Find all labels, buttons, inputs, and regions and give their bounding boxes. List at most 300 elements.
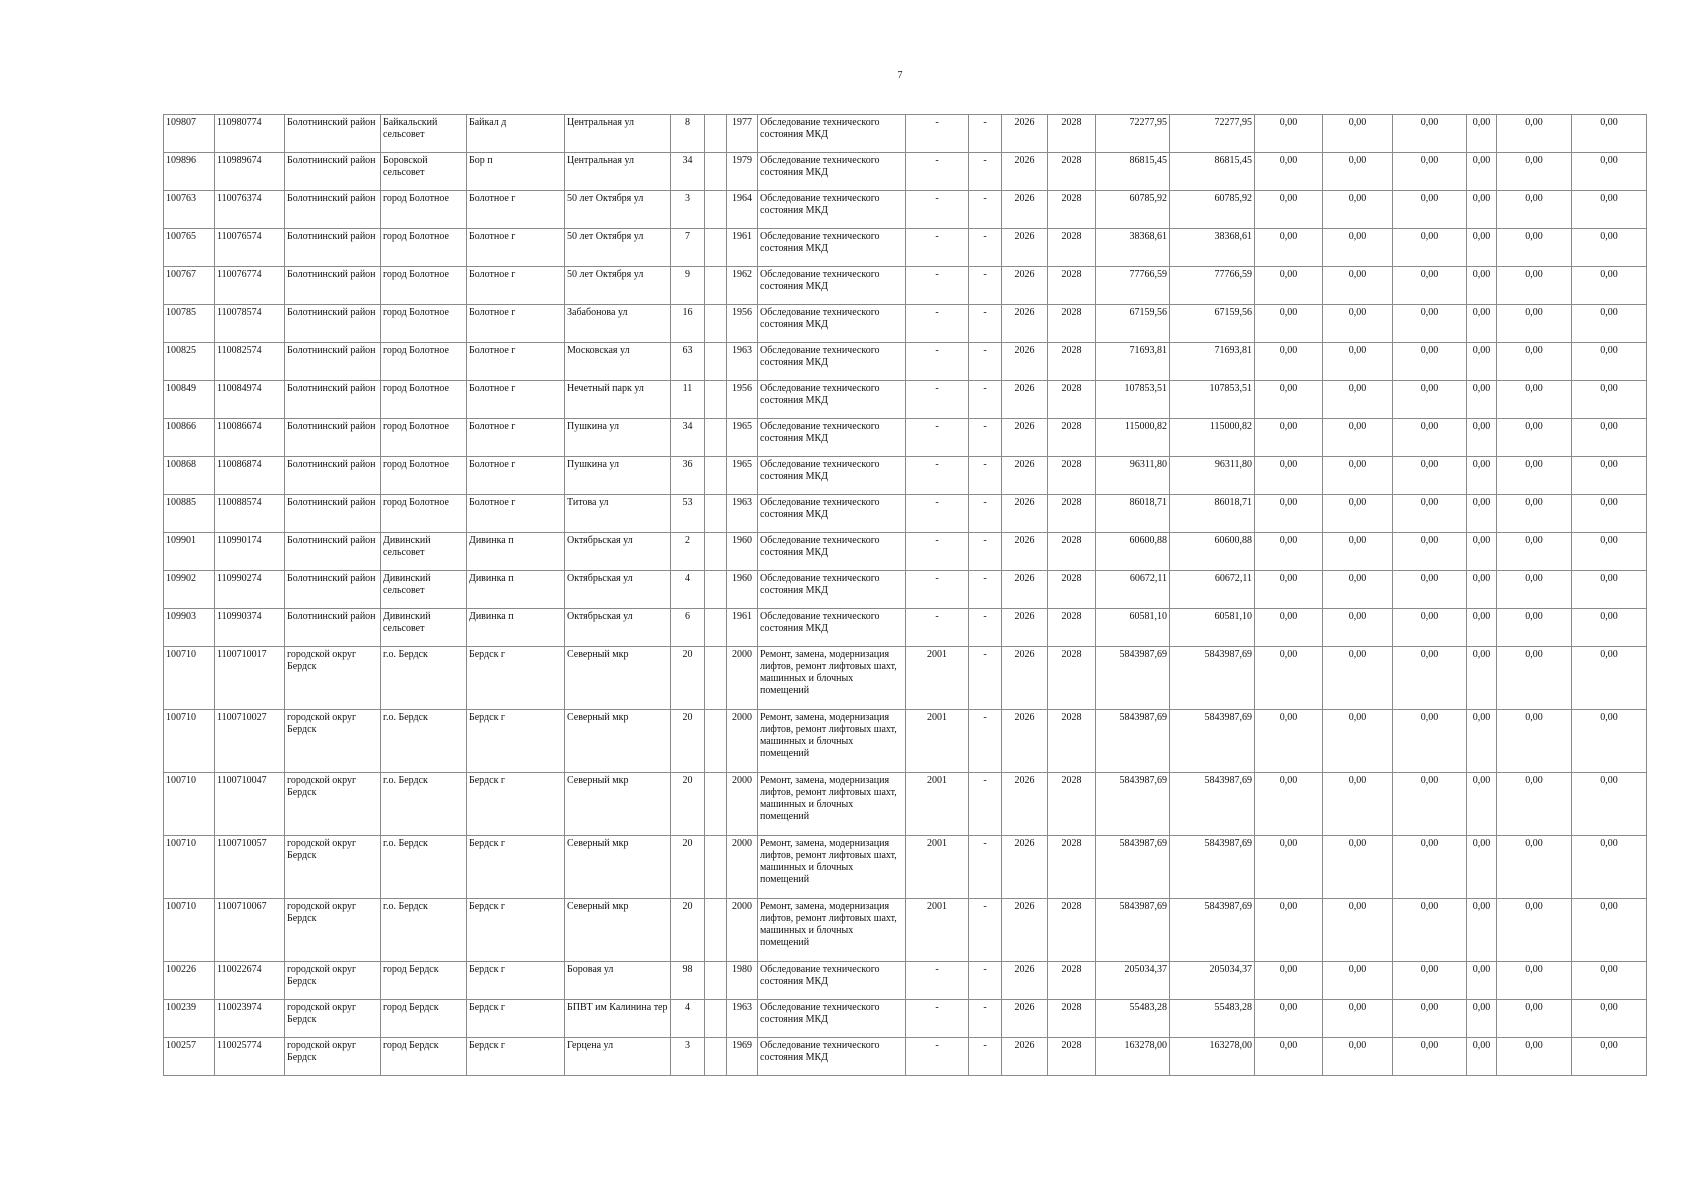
cell-v3: 0,00: [1393, 191, 1467, 229]
cell-v1: 0,00: [1255, 305, 1323, 343]
cell-sum1: 205034,37: [1170, 962, 1255, 1000]
cell-code: 110076774: [215, 267, 285, 305]
cell-settlement: Дивинский сельсовет: [381, 533, 467, 571]
cell-house: 9: [671, 267, 705, 305]
cell-c1: -: [906, 267, 969, 305]
cell-y-to: 2028: [1048, 229, 1096, 267]
cell-work: Обследование технического состояния МКД: [758, 419, 906, 457]
cell-settlement: г.о. Бердск: [381, 710, 467, 773]
cell-block: [705, 647, 727, 710]
cell-y-to: 2028: [1048, 962, 1096, 1000]
cell-sum1: 5843987,69: [1170, 836, 1255, 899]
cell-district: Болотнинский район: [285, 533, 381, 571]
cell-v2: 0,00: [1323, 533, 1393, 571]
cell-street: Забабонова ул: [565, 305, 671, 343]
cell-block: [705, 1038, 727, 1076]
cell-c1: -: [906, 495, 969, 533]
table-row: [164, 229, 1647, 267]
cell-code: 110022674: [215, 962, 285, 1000]
cell-y-from: 2026: [1002, 710, 1048, 773]
table-row: [164, 962, 1647, 1000]
cell-total: 5843987,69: [1096, 773, 1170, 836]
cell-block: [705, 267, 727, 305]
cell-c2: -: [969, 191, 1002, 229]
cell-house: 7: [671, 229, 705, 267]
cell-total: 67159,56: [1096, 305, 1170, 343]
cell-c1: -: [906, 533, 969, 571]
cell-v1: 0,00: [1255, 962, 1323, 1000]
cell-house: 4: [671, 571, 705, 609]
cell-locality: Дивинка п: [467, 533, 565, 571]
cell-y-to: 2028: [1048, 191, 1096, 229]
cell-v6: 0,00: [1572, 229, 1647, 267]
cell-v5: 0,00: [1497, 710, 1572, 773]
cell-house: 16: [671, 305, 705, 343]
table-row: [164, 343, 1647, 381]
cell-y-from: 2026: [1002, 647, 1048, 710]
cell-y-from: 2026: [1002, 836, 1048, 899]
cell-work: Ремонт, замена, модернизация лифтов, ремонт лифтовых шахт, машинных и блочных помещений: [758, 899, 906, 962]
cell-v5: 0,00: [1497, 267, 1572, 305]
cell-sum1: 86018,71: [1170, 495, 1255, 533]
cell-y-to: 2028: [1048, 419, 1096, 457]
cell-year: 1962: [727, 267, 758, 305]
cell-sum1: 55483,28: [1170, 1000, 1255, 1038]
cell-c2: -: [969, 647, 1002, 710]
cell-v2: 0,00: [1323, 1038, 1393, 1076]
cell-id: 109807: [164, 115, 215, 153]
cell-v6: 0,00: [1572, 381, 1647, 419]
cell-v3: 0,00: [1393, 773, 1467, 836]
cell-year: 1969: [727, 1038, 758, 1076]
cell-y-to: 2028: [1048, 836, 1096, 899]
cell-total: 60600,88: [1096, 533, 1170, 571]
table-row: [164, 457, 1647, 495]
cell-v5: 0,00: [1497, 609, 1572, 647]
cell-c2: -: [969, 419, 1002, 457]
cell-v5: 0,00: [1497, 419, 1572, 457]
cell-work: Обследование технического состояния МКД: [758, 305, 906, 343]
cell-code: 1100710057: [215, 836, 285, 899]
cell-id: 100849: [164, 381, 215, 419]
cell-v2: 0,00: [1323, 191, 1393, 229]
cell-c1: -: [906, 305, 969, 343]
cell-district: Болотнинский район: [285, 191, 381, 229]
cell-y-to: 2028: [1048, 381, 1096, 419]
cell-c2: -: [969, 153, 1002, 191]
cell-v4: 0,00: [1467, 495, 1497, 533]
cell-house: 20: [671, 899, 705, 962]
cell-v1: 0,00: [1255, 495, 1323, 533]
cell-settlement: г.о. Бердск: [381, 647, 467, 710]
cell-total: 60672,11: [1096, 571, 1170, 609]
cell-street: БПВТ им Калинина тер: [565, 1000, 671, 1038]
cell-street: Центральная ул: [565, 153, 671, 191]
cell-work: Обследование технического состояния МКД: [758, 343, 906, 381]
cell-block: [705, 381, 727, 419]
cell-y-to: 2028: [1048, 710, 1096, 773]
cell-total: 86815,45: [1096, 153, 1170, 191]
cell-v3: 0,00: [1393, 533, 1467, 571]
cell-code: 110023974: [215, 1000, 285, 1038]
cell-code: 110084974: [215, 381, 285, 419]
cell-v1: 0,00: [1255, 710, 1323, 773]
cell-c1: -: [906, 609, 969, 647]
cell-id: 100710: [164, 647, 215, 710]
cell-id: 100885: [164, 495, 215, 533]
cell-v3: 0,00: [1393, 305, 1467, 343]
cell-street: Октябрьская ул: [565, 609, 671, 647]
cell-y-from: 2026: [1002, 115, 1048, 153]
cell-v3: 0,00: [1393, 836, 1467, 899]
cell-total: 60581,10: [1096, 609, 1170, 647]
cell-id: 100763: [164, 191, 215, 229]
table-row: [164, 571, 1647, 609]
cell-v1: 0,00: [1255, 773, 1323, 836]
cell-total: 71693,81: [1096, 343, 1170, 381]
cell-v5: 0,00: [1497, 533, 1572, 571]
cell-block: [705, 899, 727, 962]
cell-sum1: 115000,82: [1170, 419, 1255, 457]
cell-district: Болотнинский район: [285, 153, 381, 191]
cell-settlement: г.о. Бердск: [381, 773, 467, 836]
cell-v1: 0,00: [1255, 343, 1323, 381]
cell-block: [705, 571, 727, 609]
cell-street: Боровая ул: [565, 962, 671, 1000]
cell-locality: Болотное г: [467, 457, 565, 495]
cell-v4: 0,00: [1467, 1038, 1497, 1076]
cell-work: Обследование технического состояния МКД: [758, 267, 906, 305]
cell-settlement: город Болотное: [381, 343, 467, 381]
cell-settlement: город Бердск: [381, 962, 467, 1000]
cell-total: 107853,51: [1096, 381, 1170, 419]
cell-v1: 0,00: [1255, 836, 1323, 899]
cell-house: 20: [671, 710, 705, 773]
cell-v6: 0,00: [1572, 533, 1647, 571]
cell-v3: 0,00: [1393, 899, 1467, 962]
cell-v1: 0,00: [1255, 571, 1323, 609]
cell-settlement: город Болотное: [381, 381, 467, 419]
cell-v2: 0,00: [1323, 962, 1393, 1000]
cell-house: 53: [671, 495, 705, 533]
cell-id: 100710: [164, 836, 215, 899]
cell-house: 20: [671, 647, 705, 710]
cell-v3: 0,00: [1393, 571, 1467, 609]
cell-v2: 0,00: [1323, 343, 1393, 381]
cell-v2: 0,00: [1323, 153, 1393, 191]
cell-v6: 0,00: [1572, 191, 1647, 229]
cell-v3: 0,00: [1393, 1038, 1467, 1076]
cell-c1: -: [906, 571, 969, 609]
cell-total: 5843987,69: [1096, 647, 1170, 710]
cell-v2: 0,00: [1323, 381, 1393, 419]
cell-v2: 0,00: [1323, 773, 1393, 836]
cell-v6: 0,00: [1572, 495, 1647, 533]
cell-y-from: 2026: [1002, 533, 1048, 571]
cell-y-to: 2028: [1048, 267, 1096, 305]
cell-settlement: Байкальский сельсовет: [381, 115, 467, 153]
cell-code: 110086674: [215, 419, 285, 457]
cell-sum1: 5843987,69: [1170, 647, 1255, 710]
cell-sum1: 5843987,69: [1170, 710, 1255, 773]
cell-house: 63: [671, 343, 705, 381]
cell-code: 110076374: [215, 191, 285, 229]
cell-y-from: 2026: [1002, 962, 1048, 1000]
table-row: [164, 609, 1647, 647]
cell-y-to: 2028: [1048, 343, 1096, 381]
cell-total: 205034,37: [1096, 962, 1170, 1000]
cell-c1: -: [906, 115, 969, 153]
cell-c1: 2001: [906, 899, 969, 962]
cell-v3: 0,00: [1393, 115, 1467, 153]
cell-id: 100710: [164, 773, 215, 836]
cell-year: 1956: [727, 381, 758, 419]
cell-work: Обследование технического состояния МКД: [758, 153, 906, 191]
cell-settlement: город Бердск: [381, 1038, 467, 1076]
cell-y-from: 2026: [1002, 191, 1048, 229]
cell-v5: 0,00: [1497, 1000, 1572, 1038]
cell-code: 1100710047: [215, 773, 285, 836]
cell-district: городской округ Бердск: [285, 836, 381, 899]
cell-v2: 0,00: [1323, 305, 1393, 343]
cell-v6: 0,00: [1572, 419, 1647, 457]
cell-settlement: г.о. Бердск: [381, 899, 467, 962]
cell-c1: 2001: [906, 647, 969, 710]
table-row: [164, 267, 1647, 305]
cell-house: 3: [671, 191, 705, 229]
cell-total: 96311,80: [1096, 457, 1170, 495]
cell-locality: Дивинка п: [467, 571, 565, 609]
cell-settlement: город Болотное: [381, 191, 467, 229]
cell-c1: -: [906, 457, 969, 495]
cell-code: 110078574: [215, 305, 285, 343]
cell-block: [705, 153, 727, 191]
cell-settlement: Дивинский сельсовет: [381, 609, 467, 647]
cell-street: 50 лет Октября ул: [565, 191, 671, 229]
cell-year: 1963: [727, 495, 758, 533]
cell-street: Северный мкр: [565, 773, 671, 836]
cell-v6: 0,00: [1572, 647, 1647, 710]
cell-y-to: 2028: [1048, 1000, 1096, 1038]
cell-code: 110989674: [215, 153, 285, 191]
cell-v1: 0,00: [1255, 647, 1323, 710]
table-row: [164, 419, 1647, 457]
table-row: [164, 381, 1647, 419]
cell-y-to: 2028: [1048, 899, 1096, 962]
cell-id: 100785: [164, 305, 215, 343]
cell-v5: 0,00: [1497, 962, 1572, 1000]
cell-v2: 0,00: [1323, 1000, 1393, 1038]
table-row: [164, 115, 1647, 153]
cell-house: 2: [671, 533, 705, 571]
cell-block: [705, 343, 727, 381]
cell-total: 72277,95: [1096, 115, 1170, 153]
cell-v2: 0,00: [1323, 571, 1393, 609]
cell-year: 2000: [727, 773, 758, 836]
cell-total: 5843987,69: [1096, 710, 1170, 773]
cell-y-from: 2026: [1002, 773, 1048, 836]
cell-block: [705, 710, 727, 773]
cell-v4: 0,00: [1467, 343, 1497, 381]
cell-year: 1965: [727, 419, 758, 457]
cell-street: Титова ул: [565, 495, 671, 533]
cell-code: 110086874: [215, 457, 285, 495]
cell-c2: -: [969, 1038, 1002, 1076]
cell-year: 1965: [727, 457, 758, 495]
capital-repair-table: [163, 114, 1647, 1076]
cell-v4: 0,00: [1467, 115, 1497, 153]
cell-y-to: 2028: [1048, 773, 1096, 836]
cell-c1: -: [906, 191, 969, 229]
cell-v5: 0,00: [1497, 495, 1572, 533]
cell-v1: 0,00: [1255, 1000, 1323, 1038]
cell-v6: 0,00: [1572, 710, 1647, 773]
cell-district: Болотнинский район: [285, 495, 381, 533]
cell-v1: 0,00: [1255, 419, 1323, 457]
cell-y-from: 2026: [1002, 899, 1048, 962]
cell-y-from: 2026: [1002, 267, 1048, 305]
cell-v1: 0,00: [1255, 267, 1323, 305]
cell-work: Обследование технического состояния МКД: [758, 1000, 906, 1038]
cell-house: 3: [671, 1038, 705, 1076]
cell-v6: 0,00: [1572, 305, 1647, 343]
cell-work: Обследование технического состояния МКД: [758, 533, 906, 571]
cell-v4: 0,00: [1467, 962, 1497, 1000]
cell-block: [705, 962, 727, 1000]
cell-year: 1979: [727, 153, 758, 191]
cell-c2: -: [969, 773, 1002, 836]
cell-id: 109902: [164, 571, 215, 609]
cell-v4: 0,00: [1467, 571, 1497, 609]
cell-v1: 0,00: [1255, 115, 1323, 153]
cell-v3: 0,00: [1393, 495, 1467, 533]
cell-v1: 0,00: [1255, 381, 1323, 419]
cell-v6: 0,00: [1572, 115, 1647, 153]
cell-v4: 0,00: [1467, 647, 1497, 710]
cell-work: Ремонт, замена, модернизация лифтов, ремонт лифтовых шахт, машинных и блочных помещений: [758, 647, 906, 710]
cell-locality: Бор п: [467, 153, 565, 191]
cell-street: Пушкина ул: [565, 419, 671, 457]
cell-id: 100710: [164, 899, 215, 962]
cell-year: 1961: [727, 609, 758, 647]
cell-sum1: 77766,59: [1170, 267, 1255, 305]
cell-district: городской округ Бердск: [285, 962, 381, 1000]
cell-code: 110980774: [215, 115, 285, 153]
cell-year: 1963: [727, 1000, 758, 1038]
cell-total: 5843987,69: [1096, 899, 1170, 962]
cell-total: 115000,82: [1096, 419, 1170, 457]
cell-code: 110025774: [215, 1038, 285, 1076]
table-row: [164, 710, 1647, 773]
cell-work: Обследование технического состояния МКД: [758, 381, 906, 419]
cell-block: [705, 115, 727, 153]
cell-work: Обследование технического состояния МКД: [758, 229, 906, 267]
table-row: [164, 305, 1647, 343]
cell-y-from: 2026: [1002, 419, 1048, 457]
cell-total: 55483,28: [1096, 1000, 1170, 1038]
cell-work: Ремонт, замена, модернизация лифтов, ремонт лифтовых шахт, машинных и блочных помещений: [758, 710, 906, 773]
cell-v3: 0,00: [1393, 267, 1467, 305]
cell-c2: -: [969, 1000, 1002, 1038]
cell-year: 1977: [727, 115, 758, 153]
cell-v6: 0,00: [1572, 153, 1647, 191]
cell-sum1: 67159,56: [1170, 305, 1255, 343]
cell-house: 8: [671, 115, 705, 153]
cell-c2: -: [969, 836, 1002, 899]
cell-v4: 0,00: [1467, 381, 1497, 419]
cell-v2: 0,00: [1323, 710, 1393, 773]
cell-y-to: 2028: [1048, 1038, 1096, 1076]
cell-locality: Болотное г: [467, 419, 565, 457]
cell-sum1: 5843987,69: [1170, 899, 1255, 962]
cell-id: 100765: [164, 229, 215, 267]
cell-v6: 0,00: [1572, 571, 1647, 609]
cell-street: Пушкина ул: [565, 457, 671, 495]
cell-locality: Бердск г: [467, 836, 565, 899]
cell-block: [705, 229, 727, 267]
cell-c2: -: [969, 710, 1002, 773]
cell-year: 2000: [727, 836, 758, 899]
cell-district: городской округ Бердск: [285, 647, 381, 710]
cell-v4: 0,00: [1467, 305, 1497, 343]
cell-c2: -: [969, 381, 1002, 419]
cell-year: 2000: [727, 899, 758, 962]
cell-id: 100868: [164, 457, 215, 495]
cell-v3: 0,00: [1393, 710, 1467, 773]
cell-block: [705, 773, 727, 836]
cell-street: 50 лет Октября ул: [565, 229, 671, 267]
cell-locality: Болотное г: [467, 229, 565, 267]
cell-year: 2000: [727, 647, 758, 710]
table-row: [164, 1000, 1647, 1038]
cell-work: Ремонт, замена, модернизация лифтов, ремонт лифтовых шахт, машинных и блочных помещений: [758, 836, 906, 899]
cell-v2: 0,00: [1323, 457, 1393, 495]
cell-v1: 0,00: [1255, 533, 1323, 571]
cell-year: 1956: [727, 305, 758, 343]
cell-block: [705, 191, 727, 229]
cell-block: [705, 533, 727, 571]
cell-v5: 0,00: [1497, 153, 1572, 191]
cell-code: 110990174: [215, 533, 285, 571]
cell-c1: -: [906, 381, 969, 419]
cell-c1: 2001: [906, 710, 969, 773]
cell-house: 6: [671, 609, 705, 647]
cell-v3: 0,00: [1393, 229, 1467, 267]
page-number: 7: [897, 70, 903, 81]
cell-c2: -: [969, 899, 1002, 962]
cell-v5: 0,00: [1497, 647, 1572, 710]
cell-district: городской округ Бердск: [285, 710, 381, 773]
cell-v6: 0,00: [1572, 609, 1647, 647]
cell-v6: 0,00: [1572, 1038, 1647, 1076]
cell-v3: 0,00: [1393, 609, 1467, 647]
cell-v4: 0,00: [1467, 153, 1497, 191]
cell-y-to: 2028: [1048, 115, 1096, 153]
cell-district: городской округ Бердск: [285, 1000, 381, 1038]
cell-locality: Бердск г: [467, 962, 565, 1000]
cell-block: [705, 457, 727, 495]
cell-v4: 0,00: [1467, 773, 1497, 836]
cell-v6: 0,00: [1572, 267, 1647, 305]
cell-v1: 0,00: [1255, 191, 1323, 229]
cell-total: 5843987,69: [1096, 836, 1170, 899]
cell-sum1: 107853,51: [1170, 381, 1255, 419]
cell-locality: Бердск г: [467, 1038, 565, 1076]
cell-district: городской округ Бердск: [285, 899, 381, 962]
cell-work: Обследование технического состояния МКД: [758, 115, 906, 153]
cell-y-to: 2028: [1048, 457, 1096, 495]
cell-house: 98: [671, 962, 705, 1000]
